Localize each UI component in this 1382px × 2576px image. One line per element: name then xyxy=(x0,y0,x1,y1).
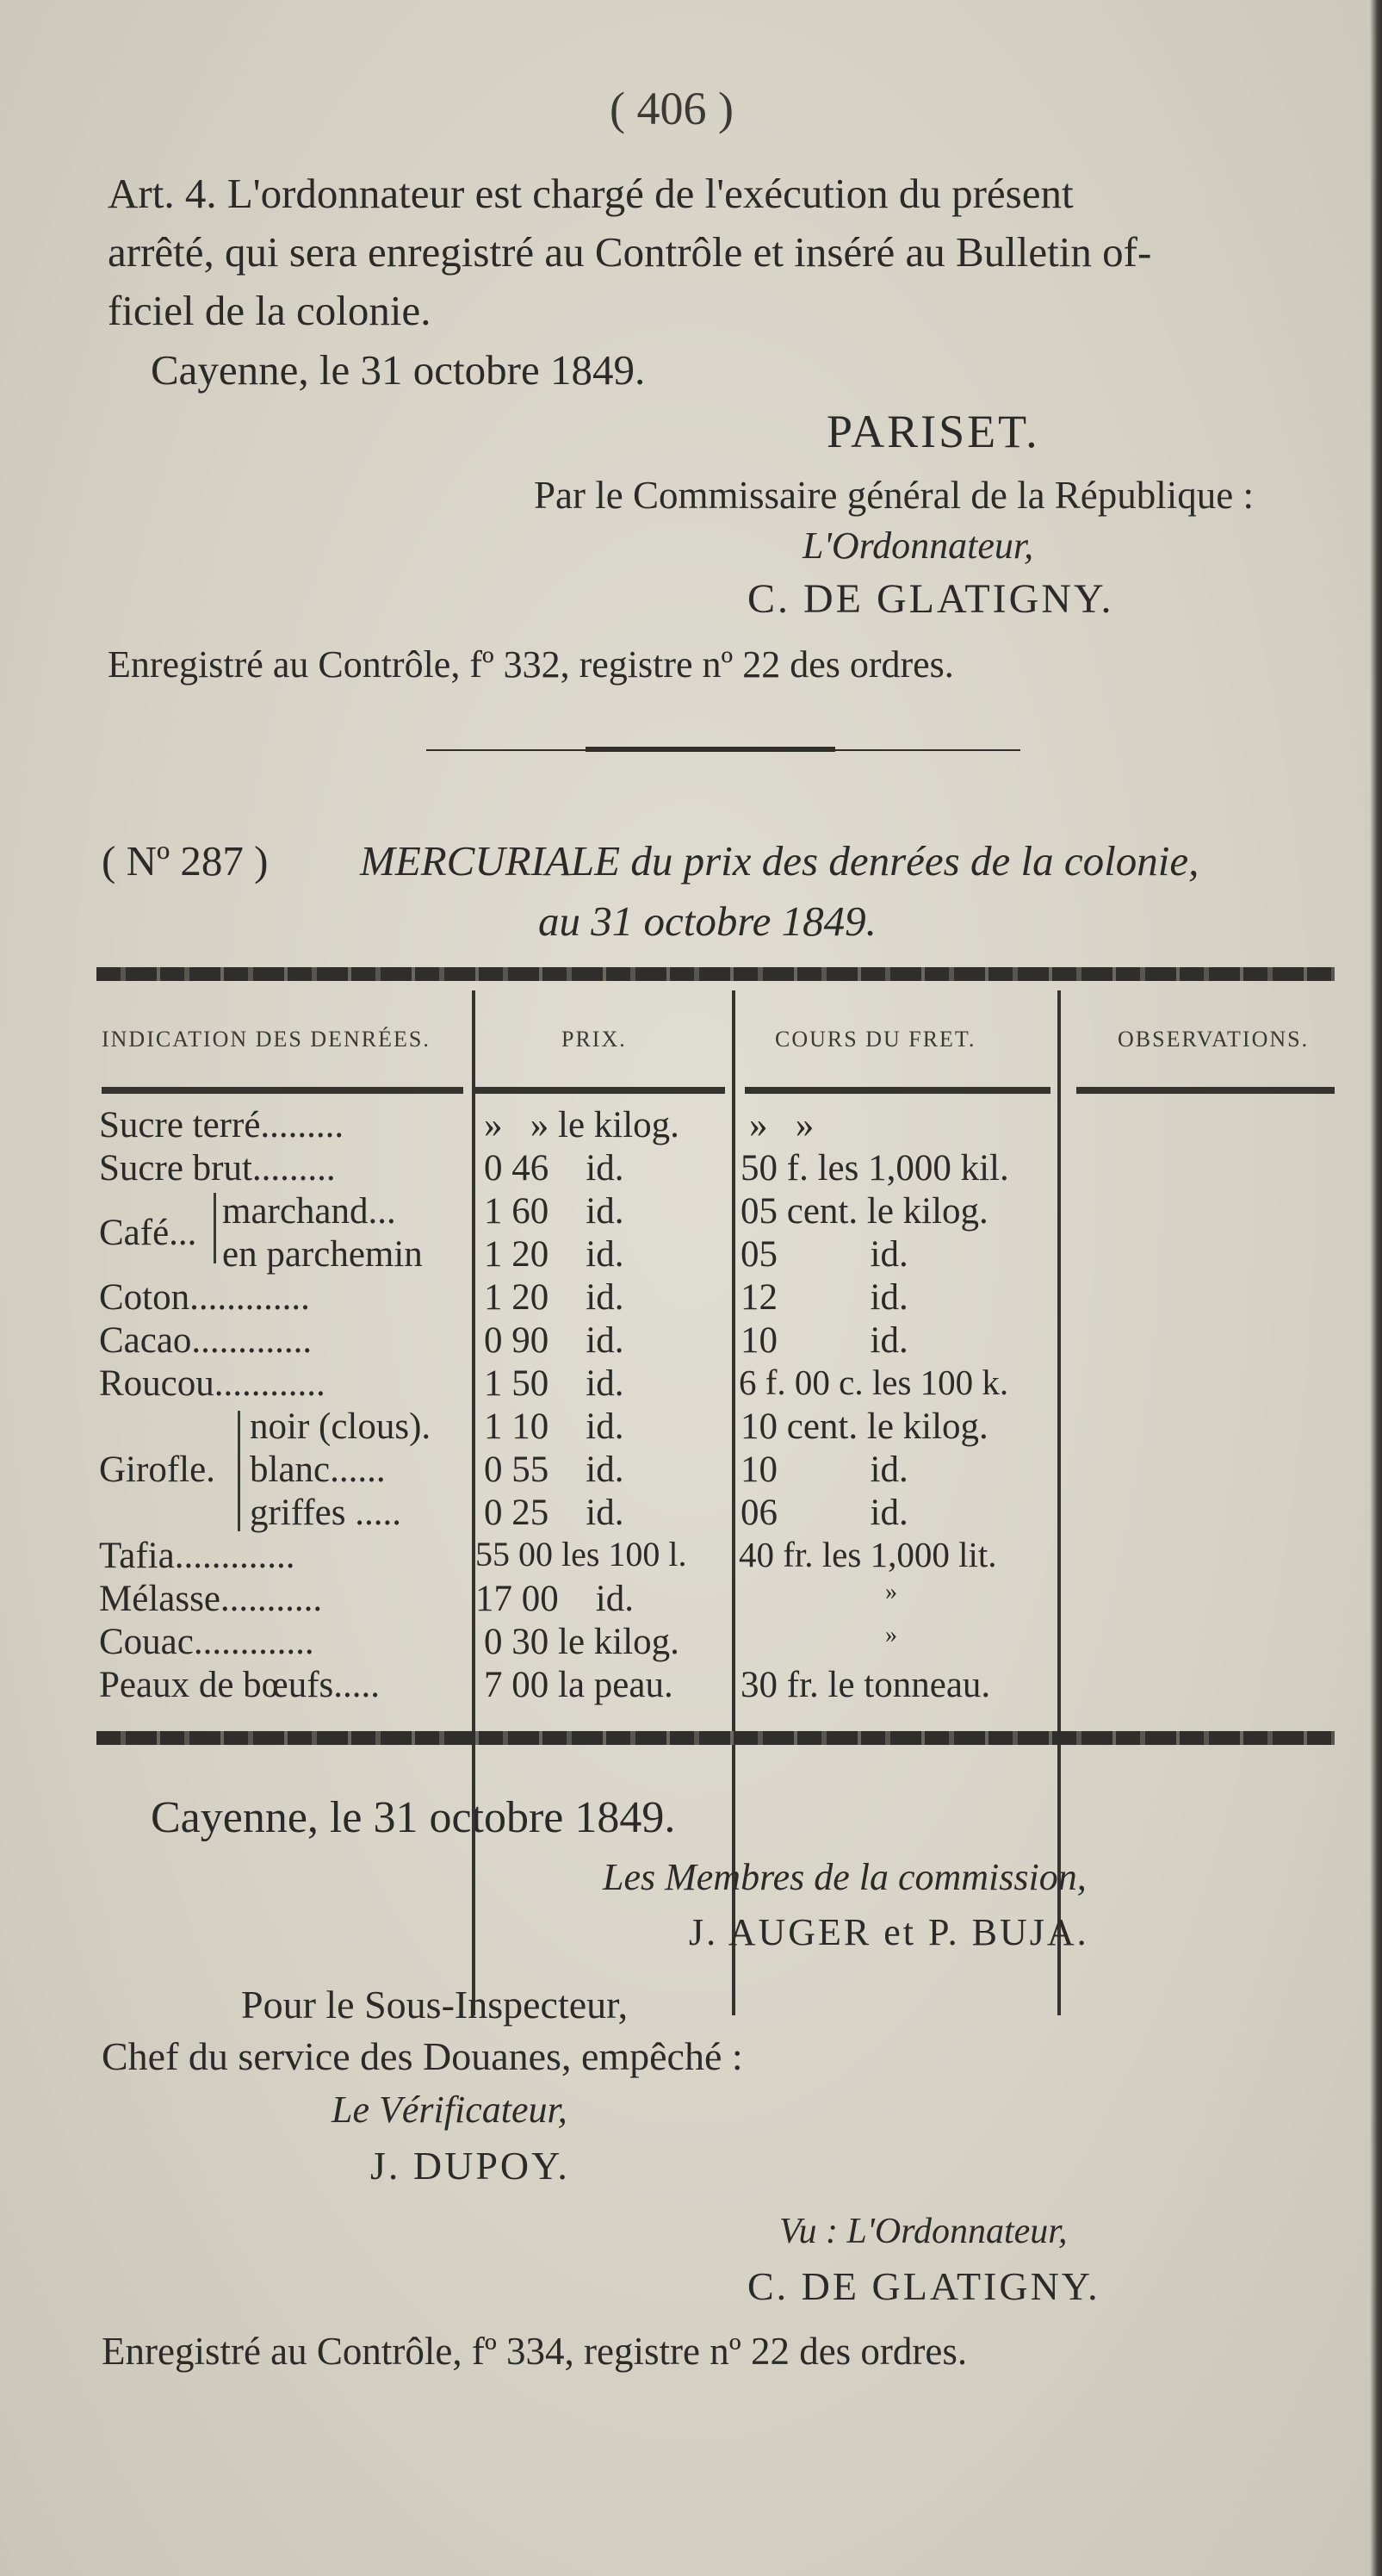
header-underline-fret xyxy=(745,1087,1050,1094)
group-label-girofle: Girofle. xyxy=(99,1449,215,1490)
ordonnateur-title: L'Ordonnateur, xyxy=(803,525,1034,567)
article-line-2: arrêté, qui sera enregistré au Contrôle et inséré au Bulletin of- xyxy=(108,228,1152,276)
cell-fret-girofle-blanc: 10 id. xyxy=(741,1449,908,1490)
pour-sous-inspecteur: Pour le Sous-Inspecteur, xyxy=(241,1983,629,2027)
cell-prix-sucre-terre: » » le kilog. xyxy=(484,1105,679,1145)
cell-denree-cacao: Cacao............. xyxy=(99,1320,313,1361)
cell-prix-melasse: 17 00 id. xyxy=(475,1579,634,1619)
group-label-cafe: Café... xyxy=(99,1213,197,1253)
by-line: Par le Commissaire général de la République : xyxy=(534,474,1255,517)
table-bottom-rule xyxy=(96,1731,1335,1745)
cell-fret-roucou: 6 f. 00 c. les 100 k. xyxy=(739,1362,1009,1402)
commission-title: Les Membres de la commission, xyxy=(603,1856,1087,1898)
cell-fret-cafe-marchand: 05 cent. le kilog. xyxy=(741,1191,988,1232)
cell-fret-sucre-terre: » » xyxy=(749,1105,815,1145)
article-line-3: ficiel de la colonie. xyxy=(108,287,431,334)
page-number: ( 406 ) xyxy=(610,83,734,134)
cell-fret-girofle-griffes: 06 id. xyxy=(741,1493,908,1533)
cell-prix-girofle-noir: 1 10 id. xyxy=(484,1406,624,1447)
cell-prix-cacao: 0 90 id. xyxy=(484,1320,624,1361)
cell-denree-peaux: Peaux de bœufs..... xyxy=(99,1665,381,1705)
header-denrees: INDICATION DES DENRÉES. xyxy=(102,1027,431,1052)
header-prix: PRIX. xyxy=(561,1027,627,1052)
cell-denree-girofle-blanc: blanc...... xyxy=(250,1449,386,1490)
cell-prix-cafe-parchemin: 1 20 id. xyxy=(484,1234,624,1275)
chef-douanes: Chef du service des Douanes, empêché : xyxy=(102,2034,743,2078)
cell-fret-coton: 12 id. xyxy=(741,1277,908,1318)
cell-denree-cafe-parchemin: en parchemin xyxy=(222,1234,423,1275)
cell-denree-melasse: Mélasse........... xyxy=(99,1579,323,1619)
mercuriale-number: ( Nº 287 ) xyxy=(102,837,269,885)
registration-line: Enregistré au Contrôle, fº 332, registre nº 22 des ordres. xyxy=(108,643,954,686)
cell-fret-cafe-parchemin: 05 id. xyxy=(741,1234,908,1275)
header-underline-prix xyxy=(475,1087,725,1094)
cell-prix-cafe-marchand: 1 60 id. xyxy=(484,1191,624,1232)
separator-thick xyxy=(586,747,835,752)
cell-denree-girofle-griffes: griffes ..... xyxy=(250,1493,401,1533)
verificateur-title: Le Vérificateur, xyxy=(332,2089,567,2131)
cell-fret-couac: » xyxy=(885,1622,897,1648)
cell-fret-tafia: 40 fr. les 1,000 lit. xyxy=(739,1535,997,1574)
cell-fret-cacao: 10 id. xyxy=(741,1320,908,1361)
signer-pariset: PARISET. xyxy=(827,406,1040,457)
cell-denree-sucre-terre: Sucre terré......... xyxy=(99,1105,344,1145)
cell-prix-girofle-blanc: 0 55 id. xyxy=(484,1449,624,1490)
cell-prix-roucou: 1 50 id. xyxy=(484,1363,624,1404)
cell-denree-tafia: Tafia............. xyxy=(99,1536,295,1576)
closing-date: Cayenne, le 31 octobre 1849. xyxy=(151,1793,676,1842)
mercuriale-title: MERCURIALE du prix des denrées de la colonie, xyxy=(360,837,1199,885)
brace-girofle xyxy=(238,1411,240,1531)
verificateur-name: J. DUPOY. xyxy=(370,2144,570,2188)
cell-prix-couac: 0 30 le kilog. xyxy=(484,1622,679,1662)
cell-prix-girofle-griffes: 0 25 id. xyxy=(484,1493,624,1533)
article-date: Cayenne, le 31 octobre 1849. xyxy=(151,346,646,394)
ordonnateur-name: C. DE GLATIGNY. xyxy=(747,576,1114,622)
cell-denree-roucou: Roucou............ xyxy=(99,1363,325,1404)
cell-denree-coton: Coton............. xyxy=(99,1277,310,1318)
column-divider-1 xyxy=(472,990,475,2015)
page-edge-shadow xyxy=(1370,0,1382,2576)
header-underline-denrees xyxy=(102,1087,463,1094)
cell-fret-girofle-noir: 10 cent. le kilog. xyxy=(741,1406,988,1447)
cell-prix-sucre-brut: 0 46 id. xyxy=(484,1148,624,1189)
cell-prix-tafia: 55 00 les 100 l. xyxy=(475,1535,687,1574)
vu-name: C. DE GLATIGNY. xyxy=(747,2264,1100,2308)
cell-denree-girofle-noir: noir (clous). xyxy=(250,1406,431,1447)
cell-fret-melasse: » xyxy=(885,1579,897,1605)
closing-registration: Enregistré au Contrôle, fº 334, registre nº 22 des ordres. xyxy=(102,2330,968,2373)
commission-names: J. AUGER et P. BUJA. xyxy=(689,1911,1089,1953)
mercuriale-title-line2: au 31 octobre 1849. xyxy=(538,897,877,945)
brace-cafe xyxy=(214,1193,216,1263)
article-line-1: Art. 4. L'ordonnateur est chargé de l'exécution du présent xyxy=(108,170,1074,217)
header-fret: COURS DU FRET. xyxy=(775,1027,976,1052)
cell-prix-peaux: 7 00 la peau. xyxy=(484,1665,673,1705)
cell-denree-sucre-brut: Sucre brut......... xyxy=(99,1148,336,1189)
cell-fret-sucre-brut: 50 f. les 1,000 kil. xyxy=(741,1148,1009,1189)
header-underline-observations xyxy=(1076,1087,1335,1094)
cell-denree-couac: Couac............. xyxy=(99,1622,314,1662)
header-observations: OBSERVATIONS. xyxy=(1118,1027,1310,1052)
vu-ordonnateur: Vu : L'Ordonnateur, xyxy=(779,2212,1068,2251)
table-top-rule xyxy=(96,967,1335,981)
cell-prix-coton: 1 20 id. xyxy=(484,1277,624,1318)
cell-fret-peaux: 30 fr. le tonneau. xyxy=(741,1665,991,1705)
cell-denree-cafe-marchand: marchand... xyxy=(222,1191,396,1232)
